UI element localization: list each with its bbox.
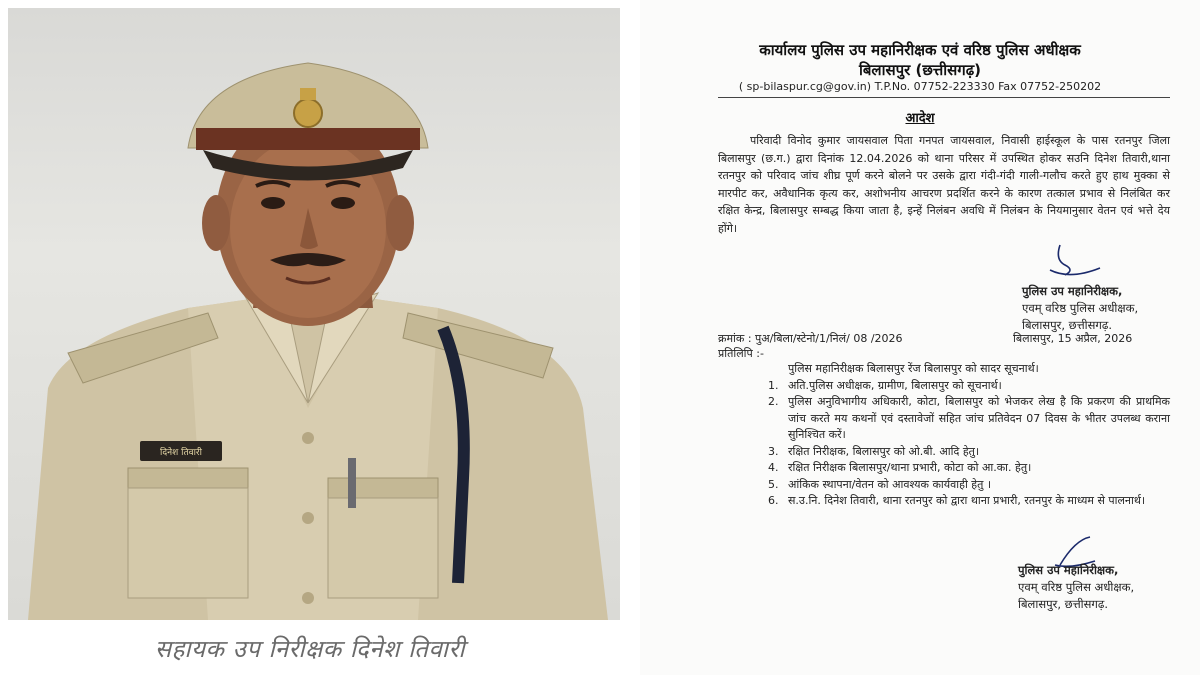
copy-item: 2. पुलिस अनुविभागीय अधिकारी, कोटा, बिलासपुर को भेजकर लेख है कि प्रकरण की प्राथमिक जांच करते मय कथनों एवं दस्तावेजों सहित जांच प्रतिवेदन 07 दिवस के भीतर उपलब्ध कराना सुनिश्चित करें। (768, 395, 1170, 441)
signatory-block-2 (1018, 562, 1134, 613)
order-title: आदेश (905, 111, 935, 126)
photo-caption: सहायक उप निरीक्षक दिनेश तिवारी (154, 635, 466, 663)
copy-item: पुलिस महानिरीक्षक बिलासपुर रेंज बिलासपुर को सादर सूचनार्थ। (788, 362, 1039, 375)
copy-to-list (718, 361, 1170, 510)
order-date: बिलासपुर, 15 अप्रैल, 2026 (1013, 332, 1133, 345)
office-location: बिलासपुर (छत्तीसगढ़) (858, 61, 982, 79)
signatory-1-title: पुलिस उप महानिरीक्षक, (1022, 284, 1123, 298)
copy-item: 4. रक्षित निरीक्षक बिलासपुर/थाना प्रभारी, कोटा को आ.का. हेतु। (768, 461, 1032, 474)
officer-illustration (8, 8, 620, 620)
reference-number: क्रमांक : पुअ/बिला/स्टेनो/1/निलं/ 08 /2026 (718, 332, 903, 345)
contact-line: ( sp-bilaspur.cg@gov.in) T.P.No. 07752-223330 Fax 07752-250202 (738, 80, 1102, 93)
copy-item: 1. अति.पुलिस अधीक्षक, ग्रामीण, बिलासपुर को सूचनार्थ। (768, 378, 1002, 392)
copy-item: 6. स.उ.नि. दिनेश तिवारी, थाना रतनपुर को द्वारा थाना प्रभारी, रतनपुर के माध्यम से पालनार्थ। (768, 494, 1146, 507)
signatory-2-title: पुलिस उप महानिरीक्षक, (1018, 563, 1119, 577)
name-tag: दिनेश तिवारी (160, 448, 202, 458)
signatory-2-subtitle: एवम् वरिष्ठ पुलिस अधीक्षक, (1018, 580, 1135, 594)
order-body: परिवादी विनोद कुमार जायसवाल पिता गनपत जायसवाल, निवासी हाईस्कूल के पास रतनपुर जिला बिलासपुर (छ.ग.) द्वारा दिनांक 12.04.2026 को थाना परिसर में उपस्थित होकर सउनि दिनेश तिवारी,थाना रतनपुर को परिवाद जांच शीघ्र पूर्ण करने बोलने पर उसके द्वारा गंदी-गंदी गाली-गलौच करते हुए हाथ मुक्का से मारपीट कर, अवैधानिक कृत्य कर, अशोभनीय आचरण प्रदर्शित करने के कारण तत्काल प्रभाव से निलंबित कर रक्षित केन्द्र, बिलासपुर सम्बद्ध किया जाता है, इन्हें निलंबन अवधि में निलंबन के नियमानुसार वेतन एवं भत्ते देय होंगे। (718, 134, 1170, 235)
copy-to-label: प्रतिलिपि :- (718, 347, 764, 360)
officer-photo (8, 8, 620, 620)
header-divider (718, 97, 1170, 98)
signatory-1-subtitle: एवम् वरिष्ठ पुलिस अधीक्षक, (1022, 301, 1139, 315)
signatory-block-1 (1022, 283, 1138, 334)
copy-item: 3. रक्षित निरीक्षक, बिलासपुर को ओ.बी. आदि हेतु। (768, 444, 980, 458)
signature-1 (1045, 240, 1105, 285)
copy-item: 5. आंकिक स्थापना/वेतन को आवश्यक कार्यवाही हेतु । (768, 477, 992, 491)
order-document (640, 0, 1200, 675)
signatory-1-place: बिलासपुर, छत्तीसगढ़. (1022, 318, 1113, 332)
office-header: कार्यालय पुलिस उप महानिरीक्षक एवं वरिष्ठ पुलिस अधीक्षक (759, 41, 1081, 59)
signatory-2-place: बिलासपुर, छत्तीसगढ़. (1018, 597, 1109, 611)
